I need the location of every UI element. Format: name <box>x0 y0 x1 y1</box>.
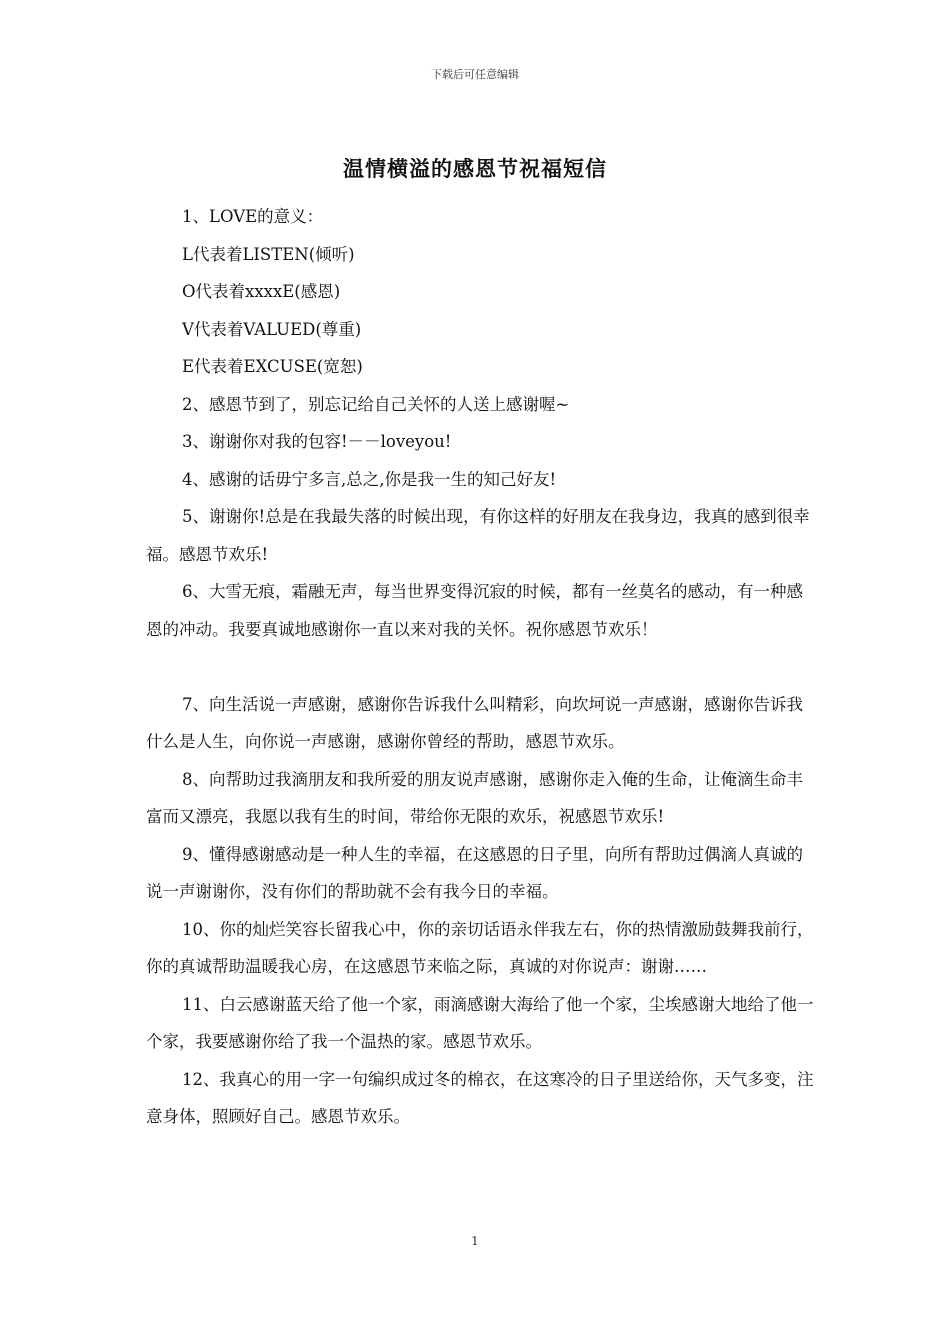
paragraph-9: 9、懂得感谢感动是一种人生的幸福，在这感恩的日子里，向所有帮助过偶滴人真诚的说一声谢谢你，没有你们的帮助就不会有我今日的幸福。 <box>146 844 803 901</box>
document-body <box>146 198 814 1136</box>
line-l: L代表着LISTEN(倾听) <box>182 244 355 264</box>
paragraph-5: 5、谢谢你!总是在我最失落的时候出现，有你这样的好朋友在我身边，我真的感到很幸福。感恩节欢乐! <box>146 507 810 564</box>
line-e: E代表着EXCUSE(宽恕) <box>182 357 363 376</box>
paragraph-6: 6、大雪无痕，霜融无声，每当世界变得沉寂的时候，都有一丝莫名的感动，有一种感恩的冲动。我要真诚地感谢你一直以来对我的关怀。祝你感恩节欢乐！ <box>146 582 803 639</box>
paragraph-10: 10、你的灿烂笑容长留我心中，你的亲切话语永伴我左右，你的热情激励鼓舞我前行，你的真诚帮助温暖我心房，在这感恩节来临之际，真诚的对你说声：谢谢…… <box>146 919 814 976</box>
page-number: 1 <box>471 1234 479 1248</box>
document-title: 温情横溢的感恩节祝福短信 <box>343 156 607 181</box>
blank-line <box>146 648 814 686</box>
page-header: 下载后可任意编辑 <box>431 68 519 81</box>
line-1: 1、LOVE的意义： <box>182 207 324 226</box>
line-o: O代表着xxxxE(感恩) <box>182 282 341 301</box>
paragraph-7: 7、向生活说一声感谢，感谢你告诉我什么叫精彩，向坎坷说一声感谢，感谢你告诉我什么是人生，向你说一声感谢，感谢你曾经的帮助，感恩节欢乐。 <box>146 694 803 751</box>
line-2: 2、感恩节到了，别忘记给自己关怀的人送上感谢喔~ <box>182 394 570 414</box>
paragraph-12: 12、我真心的用一字一句编织成过冬的棉衣，在这寒冷的日子里送给你，天气多变，注意身体，照顾好自己。感恩节欢乐。 <box>146 1069 814 1126</box>
paragraph-8: 8、向帮助过我滴朋友和我所爱的朋友说声感谢，感谢你走入俺的生命，让俺滴生命丰富而又漂亮，我愿以我有生的时间，带给你无限的欢乐，祝感恩节欢乐! <box>146 769 803 826</box>
paragraph-11: 11、白云感谢蓝天给了他一个家，雨滴感谢大海给了他一个家，尘埃感谢大地给了他一个家，我要感谢你给了我一个温热的家。感恩节欢乐。 <box>146 994 814 1051</box>
line-4: 4、感谢的话毋宁多言,总之,你是我一生的知己好友! <box>182 469 557 489</box>
line-v: V代表着VALUED(尊重) <box>182 319 362 339</box>
line-3: 3、谢谢你对我的包容!－－loveyou! <box>182 432 452 451</box>
